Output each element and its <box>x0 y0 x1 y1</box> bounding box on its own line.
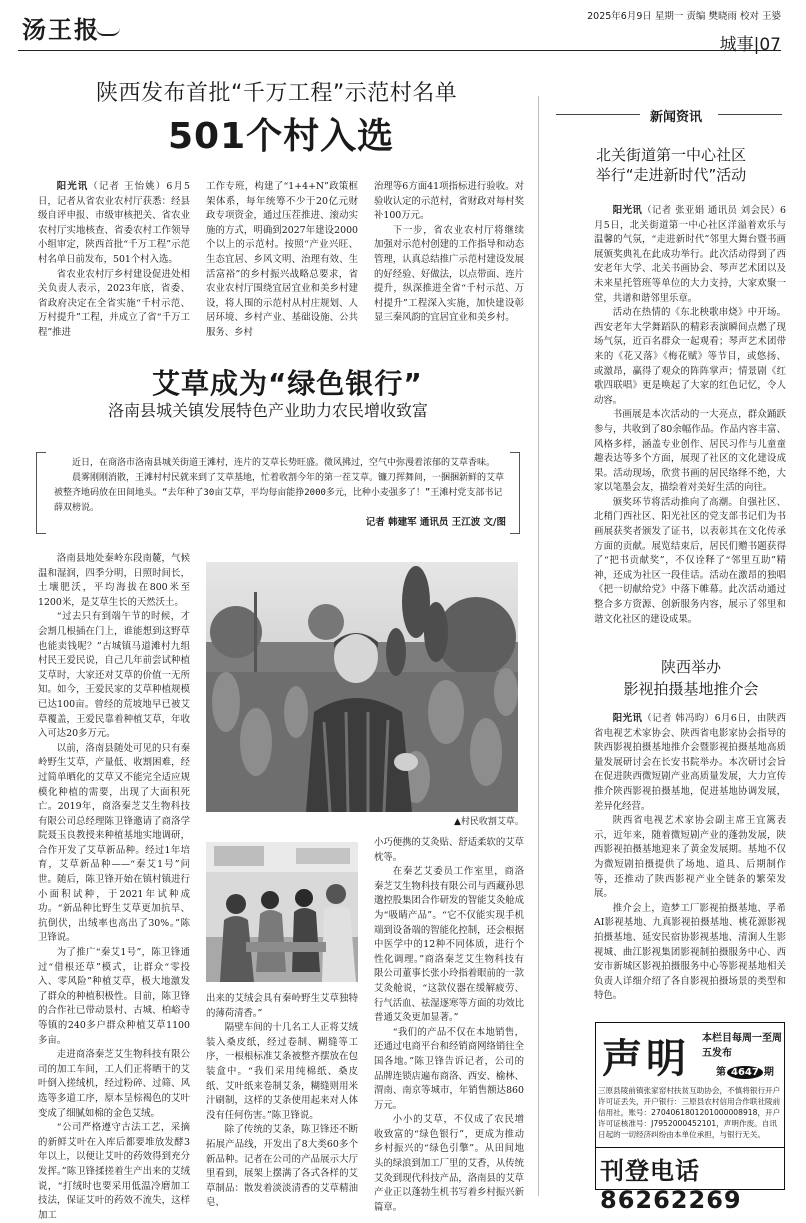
notice-title: 声明 <box>602 1036 690 1082</box>
notice-box <box>595 1022 785 1214</box>
news1-body <box>594 204 786 627</box>
article2-col2 <box>206 992 358 1211</box>
article2-col2-p2: 隔壁车间的十几名工人正将艾绒装入桑皮纸，经过卷制、糊缝等工序，一根根标准艾条被整齐摆放在包装盒中。“我们采用纯棉纸、桑皮纸、艾叶纸来卷制艾条，糊缝则用米汁刷制，这样的艾条使用起来对人体没有任何伤害。”陈卫锋说。 <box>206 1022 358 1121</box>
news1-p4: 颁奖环节将活动推向了高潮。自强社区、北稍门西社区、阳光社区的党支部书记们为书画展获奖者颁发了证书，以表彰其在文化传承方面的贡献。展览结束后，居民们赠书题获得了“把书贡献奖”，不仅诠释了“邻里互助”精神，还成为社区一段佳话。活动在激昂的独唱《把一切献给党》中落下帷幕。此次活动通过整合多方资源、创新服务内容，展示了邻里和谐文化社区的建设成果。 <box>594 496 786 625</box>
masthead-flourish <box>96 28 120 36</box>
news1-title-line2: 举行“走进新时代”活动 <box>595 166 747 184</box>
news2-byline: 阳光讯 <box>612 713 643 724</box>
dateline: 2025年6月9日 星期一 责编 樊晓雨 校对 王婆 <box>587 11 781 22</box>
photo-villager-harvesting <box>206 562 518 812</box>
notice-schedule: 本栏目每周一至周五发布 <box>702 1033 782 1059</box>
news1-title-line1: 北关街道第一中心社区 <box>595 146 746 164</box>
news1-p3: 书画展是本次活动的一大亮点，群众踊跃参与，共收到了80余幅作品。作品内容丰富、风格多样，涵盖专业创作、居民习作与儿童童趣表达等多个方面，展现了社区的文化建设成果。活动现场，欣赏书画的居民络绎不绝，大家以笔墨会友，描绘着对美好生活的向往。 <box>594 409 786 494</box>
notice-issue-number: 4647 <box>727 1066 763 1079</box>
article2-col2-p3: 除了传统的艾条，陈卫锋还不断拓展产品线，开发出了8大类60多个新品种。记者在公司的产品展示大厅里看到，展架上摆满了各式各样的艾草制品：散发着淡淡清香的艾草精油皂、 <box>206 1124 358 1209</box>
notice-phone <box>600 1151 784 1214</box>
article1-col3-p2: 下一步，省农业农村厅将继续加强对示范村创建的工作指导和动态管理，认真总结推广示范村建设发展的好经验、好做法，以点带面、连片提升，纵深推进全省“千村示范、万村提升”工程深入实施，加快建设彰显三秦风韵的宜居宜业和美乡村。 <box>374 224 525 324</box>
article2-col2-p1: 出来的艾绒会具有秦岭野生艾草独特的薄荷清香。” <box>206 993 358 1019</box>
news2-title-line2: 影视拍摄基地推介会 <box>623 680 759 698</box>
news2-p2: 陕西省电视艺术家协会副主席王宜篱表示，近年来，随着微短剧产业的蓬勃发展，陕西影视拍摄基地迎来了黄金发展期。基地不仅为微短剧拍摄提供了场地、道具、后期制作等，还推动了陕西影视产业全链条的繁荣发展。 <box>594 815 786 900</box>
article1-col1-p2: 省农业农村厅乡村建设促进处相关负责人表示，2023年底，省委、省政府决定在全省实施“千村示范、万村提升”工程，并成立了省“千万工程”推进 <box>38 268 190 338</box>
article1-pre-title: 陕西发布首批“千万工程”示范村名单 <box>96 81 458 106</box>
notice-issue: 第 4647 期 <box>716 1067 774 1078</box>
article2-col3 <box>374 836 524 1215</box>
article2-col3-p4: 小小的艾草，不仅成了农民增收致富的“绿色银行”，更成为推动乡村振兴的“绿色引擎”。从田间地头的绿浪到加工厂里的艾香，从传统艾灸到现代科技产品，洛南县的艾草产业正以蓬勃生机书写着乡村振兴新篇章。 <box>374 1114 525 1213</box>
photo-workshop <box>206 842 358 982</box>
photo1-caption: ▲村民收割艾草。 <box>454 817 524 827</box>
news1-p1: 阳光讯（记者 张亚娟 通讯员 刘会民）6月5日，北关街道第一中心社区洋溢着欢乐与温馨的气氛，“走进新时代”邻里大舞台暨书画展颁奖典礼在此成功举行。此次活动得到了西安老年大学、北关书画协会、琴声艺术团以及未来星托管班等单位的大力支持，大家欢聚一堂，共谱和谐邻里乐章。 <box>594 205 786 304</box>
intro-bracket-left <box>36 452 46 534</box>
article2-col1-p5: 走进商洛秦芝艾生物科技有限公司的加工车间，工人们正将晒干的艾叶倒入搓绒机，经过粉碎、过筛、风选等多道工序，原本呈棕褐色的艾叶变成了细腻如棉的金色艾绒。 <box>38 1049 190 1119</box>
article2-col3-p1: 小巧便携的艾灸贴、舒适柔软的艾草枕等。 <box>374 837 525 863</box>
news2-p3: 推介会上，造梦工厂影视拍摄基地、孚希AI影视基地、九真影视拍摄基地、桃花源影视拍摄基地、延安民宿协影视基地、清涧人生影视城、曲江影视集团影视制拍摄服务中心、西安市新城区影视拍摄服务中心等影视基地相关负责人详细介绍了各自影视拍摄场景的类型和特色。 <box>594 902 786 1002</box>
article2-intro <box>54 456 504 516</box>
article1-col2 <box>206 180 358 341</box>
masthead: 汤王报 <box>22 15 100 44</box>
article2-col1-p3: 以前，洛南县随处可见的只有秦岭野生艾草，产量低、收割困难，经过简单晒化的艾草又不能完全适应规模化种植的需要，出现了大面积死亡。2019年，商洛秦芝艾生物科技有限公司总经理陈卫锋邀请了商洛学院聂玉良教授来种植基地实地调研，合作开发了艾草新品种。经过1年培育，艾草新品种——“秦艾1号”问世。随后，陈卫锋开始在镇村镇进行小面积试种，于2021年试种成功。“新品种比野生艾草更加抗旱、抗倒伏，出绒率也高出了30%。”陈卫锋说。 <box>38 742 190 944</box>
article2-col3-p3: “我们的产品不仅在本地销售，还通过电商平台和经销商网络销往全国各地。”陈卫锋告诉记者，公司的品牌连锁店遍布商洛、西安、榆林、渭南、南京等城市，年销售额达860万元。 <box>374 1026 525 1111</box>
article2-credit: 记者 韩建军 通讯员 王江波 文/图 <box>365 517 506 528</box>
article1-col3 <box>374 180 524 326</box>
section-label: 城事|07 <box>719 35 781 55</box>
news-tag: 新闻资讯 <box>650 110 703 125</box>
article2-intro-p1: 近日，在商洛市洛南县城关街道王滩村，连片的艾草长势旺盛。微风拂过，空气中弥漫着浓郁的艾草香味。 <box>72 458 496 468</box>
header-rule <box>18 50 781 51</box>
article1-byline: 阳光讯 <box>56 181 89 192</box>
news2-body <box>594 712 786 1004</box>
news2-title-line1: 陕西举办 <box>660 658 721 676</box>
news2-p1: 阳光讯（记者 韩冯昀）6月6日，由陕西省电视艺术家协会、陕西省电影家协会指导的陕西影视拍摄基地推介会暨影视拍摄基地高质量发展研讨会在长安书院举办。本次研讨会旨在促进陕西微短剧产业高质量发展，大力宣传推介陕西影视拍摄基地，促进基地协调发展，差异化经营。 <box>594 713 786 812</box>
photo-workshop-svg <box>206 842 358 982</box>
notice-phone-number: 86262269 <box>600 1186 742 1214</box>
news1-p2: 活动在热情的《东北秧歌串烧》中开场。西安老年大学舞蹈队的精彩表演瞬间点燃了现场气氛，近百名群众一起观看；琴声艺术团带来的《花又落》《梅花赋》等节目，或悠扬、或激昂，赢得了观众的阵阵掌声；情景剧《红歌四联唱》更是唤起了大家的红色记忆，令人动容。 <box>594 307 786 406</box>
article1-col1 <box>38 180 190 341</box>
photo-villager-svg <box>206 562 518 812</box>
article2-col3-p2: 在秦艺艾委员工作室里，商洛秦芝艾生物科技有限公司与西藏孙思邈控股集团合作研发的智能艾灸舱成为“吸睛产品”。“它不仅能实现手机端到设备端的智能化控制，还会根据中医学中的12种不同体质，进行个性化调理。”商洛秦芝艾生物科技有限公司董事长张小玲指着眼前的一款艾灸舱说，“这款仪器在缓解疲劳、行气活血、祛湿逐寒等方面的功效比普通艾灸更加显著。” <box>374 866 525 1024</box>
article2-subtitle: 洛南县城关镇发展特色产业助力农民增收致富 <box>108 401 429 420</box>
article1-title: 501个村入选 <box>168 116 395 157</box>
article2-col1-p4: 为了推广“秦艾1号”，陈卫锋通过“借根还草”模式，让群众“零投入、零风险”种植艾草，极大地激发了群众的种植积极性。目前，陈卫锋的合作社已带动景村、古城、柏峪寺等镇的240多户群众种植艾草1100多亩。 <box>38 947 190 1046</box>
article1-col1-p1: 阳光讯（记者 王怡姚）6月5日，记者从省农业农村厅获悉：经县级自评申报、市级审核把关、省农业农村厅实地核查、省委农村工作领导小组审定，陕西首批“千万工程”示范村名单日前发布，501个村入选。 <box>38 181 190 265</box>
article2-intro-box <box>36 452 520 534</box>
article2-col1-p6: “公司严格遵守古法工艺，采摘的新鲜艾叶在入库后都要堆放发酵3年以上，以便让艾叶的药效得到充分发挥。”陈卫锋揉搓着生产出来的艾绒说，“打绒时也要采用低温冷磨加工技法，保证艾叶的药效不流失，这样加工 <box>38 1122 190 1221</box>
article2-col1-p1: 洛南县地处秦岭东段南麓，气候温和湿润，四季分明，日照时间长，土壤肥沃，平均海拔在800米至1200米，是艾草生长的天然沃土。 <box>38 553 190 608</box>
intro-bracket-right <box>510 452 520 534</box>
news1-byline: 阳光讯 <box>612 205 643 216</box>
notice-phone-label: 刊登电话 <box>600 1157 700 1185</box>
article1-col3-p1: 治理等6方面41项指标进行验收。对验收认定的示范村，省财政对每村奖补100万元。 <box>374 181 525 222</box>
article2-col1-p2: “过去只有到端午节的时候，才会割几根插在门上，谁能想到这野草也能卖钱呢？”古城镇马道滩村九组村民王爱民说，自己几年前尝试种植艾草时，大家还对艾草的价值一无所知。如今，王爱民家的艾草种植规模已达100亩。曾经的荒坡地早已被艾草覆盖，王爱民靠着种植艾草，年收入可达20多万元。 <box>38 611 190 740</box>
article1-col2-p1: 工作专班，构建了“1+4+N”政策框架体系，每年统筹不少于20亿元财政专项资金，通过压茬推进、滚动实施的方式，明确到2027年建设2000个以上的示范村。按照“产业兴旺、生态宜居、乡风文明、治理有效、生活富裕”的乡村振兴战略总要求，省农业农村厅围绕宜居宜业和美乡村建设，将人围的示范村从村庄规划、人居环境、乡村产业、基础设施、公共服务、乡村 <box>206 181 358 338</box>
notice-phone-rule <box>596 1147 784 1148</box>
notice-body: 三原县陵前镇张家窑村扶贫互助协会，不慎将银行开户许可证丢失，开户银行：三原县农村信用合作联社陵前信用社，账号：27040618012010000089​18，开户许可证核准号：J7952000452101，声明作废。自讯日起的一切经济纠纷由本单位承担，与银行无关。 <box>598 1086 781 1139</box>
article2-intro-p2: 晨雾刚刚消散，王滩村村民就来到了艾草基地，忙着收割今年的第一茬艾草。镰刀挥舞间，一捆捆新鲜的艾草被整齐地码放在田间地头。“去年种了30亩艾草，平均每亩能挣2000多元，比种小麦强多了！”王滩村党支部书记薛双榜说。 <box>54 473 505 513</box>
column-divider <box>538 96 539 1196</box>
article2-title: 艾草成为“绿色银行” <box>152 367 423 400</box>
article2-col1 <box>38 552 190 1223</box>
